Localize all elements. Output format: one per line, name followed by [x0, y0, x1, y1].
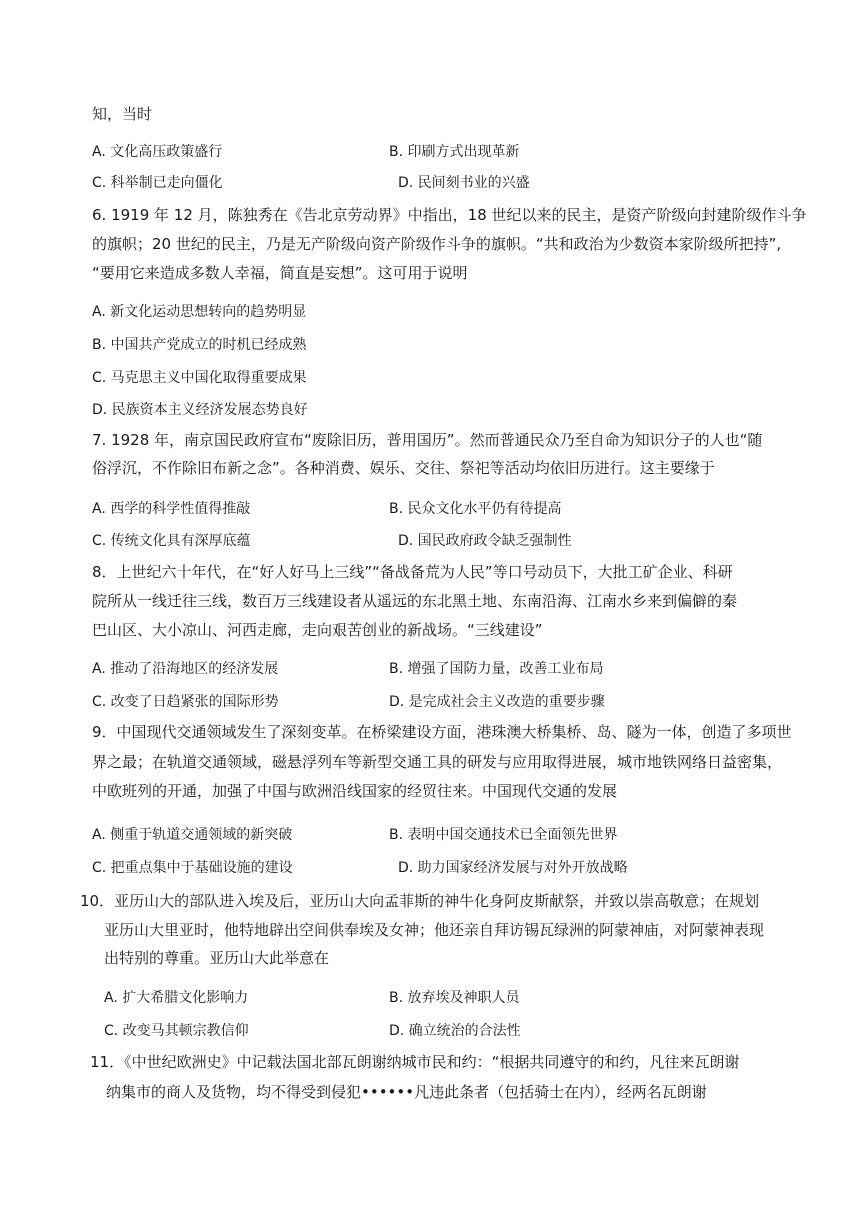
q7-option-d[interactable]: D. 国民政府政令缺乏强制性 — [398, 533, 572, 549]
q7-stem-line-2: 俗浮沉，不作除旧布新之念”。各种消费、娱乐、交往、祭祀等活动均依旧历进行。这主要缘于 — [92, 459, 715, 477]
q10-option-d[interactable]: D. 确立统治的合法性 — [389, 1023, 521, 1039]
q9-stem-line-3: 中欧班列的开通，加强了中国与欧洲沿线国家的经贸往来。中国现代交通的发展 — [92, 782, 618, 800]
q10-stem-line-3: 出特别的尊重。亚历山大此举意在 — [104, 949, 330, 967]
q6-stem-line-1: 6. 1919 年 12 月，陈独秀在《告北京劳动界》中指出，18 世纪以来的民主，是资产阶级向封建阶级作斗争 — [92, 206, 807, 224]
q6-option-b[interactable]: B. 中国共产党成立的时机已经成熟 — [92, 337, 307, 353]
q5-option-d[interactable]: D. 民间刻书业的兴盛 — [398, 175, 530, 191]
q11-stem-line-1: 11．《中世纪欧洲史》中记载法国北部瓦朗谢纳城市民和约：“根据共同遵守的和约，凡往来瓦朗谢 — [90, 1053, 740, 1071]
q9-stem-line-2: 界之最；在轨道交通领域，磁悬浮列车等新型交通工具的研发与应用取得进展，城市地铁网络日益密集， — [92, 753, 783, 771]
q6-option-d[interactable]: D. 民族资本主义经济发展态势良好 — [92, 402, 308, 418]
q10-option-b[interactable]: B. 放弃埃及神职人员 — [389, 990, 520, 1006]
q9-option-c[interactable]: C. 把重点集中于基础设施的建设 — [92, 860, 293, 876]
q5-option-a[interactable]: A. 文化高压政策盛行 — [92, 144, 223, 160]
q8-option-d[interactable]: D. 是完成社会主义改造的重要步骤 — [389, 694, 605, 710]
q8-stem-line-2: 院所从一线迁往三线，数百万三线建设者从遥远的东北黑土地、东南沿海、江南水乡来到偏僻的秦 — [92, 592, 738, 610]
q10-option-a[interactable]: A. 扩大希腊文化影响力 — [104, 990, 249, 1006]
q8-stem-line-3: 巴山区、大小凉山、河西走廊，走向艰苦创业的新战场。“三线建设” — [92, 621, 543, 639]
q10-stem-line-2: 亚历山大里亚时，他特地辟出空间供奉埃及女神；他还亲自拜访锡瓦绿洲的阿蒙神庙，对阿蒙神表现 — [104, 921, 765, 939]
q9-option-b[interactable]: B. 表明中国交通技术已全面领先世界 — [389, 827, 618, 843]
q5-option-b[interactable]: B. 印刷方式出现革新 — [389, 144, 520, 160]
q8-option-b[interactable]: B. 增强了国防力量，改善工业布局 — [389, 661, 604, 677]
q9-option-a[interactable]: A. 侧重于轨道交通领域的新突破 — [92, 827, 293, 843]
q7-option-a[interactable]: A. 西学的科学性值得推敲 — [92, 501, 251, 517]
q9-option-d[interactable]: D. 助力国家经济发展与对外开放战略 — [398, 860, 628, 876]
q7-option-c[interactable]: C. 传统文化具有深厚底蕴 — [92, 533, 251, 549]
q5-stem-tail: 知，当时 — [92, 105, 153, 123]
q11-stem-line-2: 纳集市的商人及货物，均不得受到侵犯••••••凡违此条者（包括骑士在内），经两名瓦朗谢 — [106, 1083, 707, 1101]
q6-stem-line-3: “要用它来造成多数人幸福，简直是妄想”。这可用于说明 — [92, 264, 468, 282]
q8-option-c[interactable]: C. 改变了日趋紧张的国际形势 — [92, 694, 279, 710]
q9-stem-line-1: 9．中国现代交通领域发生了深刻变革。在桥梁建设方面，港珠澳大桥集桥、岛、隧为一体，创造了多项世 — [92, 723, 792, 741]
q6-option-a[interactable]: A. 新文化运动思想转向的趋势明显 — [92, 304, 307, 320]
q10-stem-line-1: 10．亚历山大的部队进入埃及后，亚历山大向孟菲斯的神牛化身阿皮斯献祭，并致以崇高敬意；在规划 — [80, 892, 760, 910]
q8-option-a[interactable]: A. 推动了沿海地区的经济发展 — [92, 661, 279, 677]
q10-option-c[interactable]: C. 改变马其顿宗教信仰 — [104, 1023, 249, 1039]
q6-option-c[interactable]: C. 马克思主义中国化取得重要成果 — [92, 370, 307, 386]
q7-option-b[interactable]: B. 民众文化水平仍有待提高 — [389, 501, 562, 517]
q5-option-c[interactable]: C. 科举制已走向僵化 — [92, 175, 223, 191]
q7-stem-line-1: 7. 1928 年，南京国民政府宣布“废除旧历，普用国历”。然而普通民众乃至自命为知识分子的人也“随 — [92, 431, 763, 449]
q6-stem-line-2: 的旗帜；20 世纪的民主，乃是无产阶级向资产阶级作斗争的旗帜。“共和政治为少数资本家阶级所把持”, — [92, 235, 782, 253]
q8-stem-line-1: 8．上世纪六十年代，在“好人好马上三线”“备战备荒为人民”等口号动员下，大批工矿企业、科研 — [92, 563, 733, 581]
